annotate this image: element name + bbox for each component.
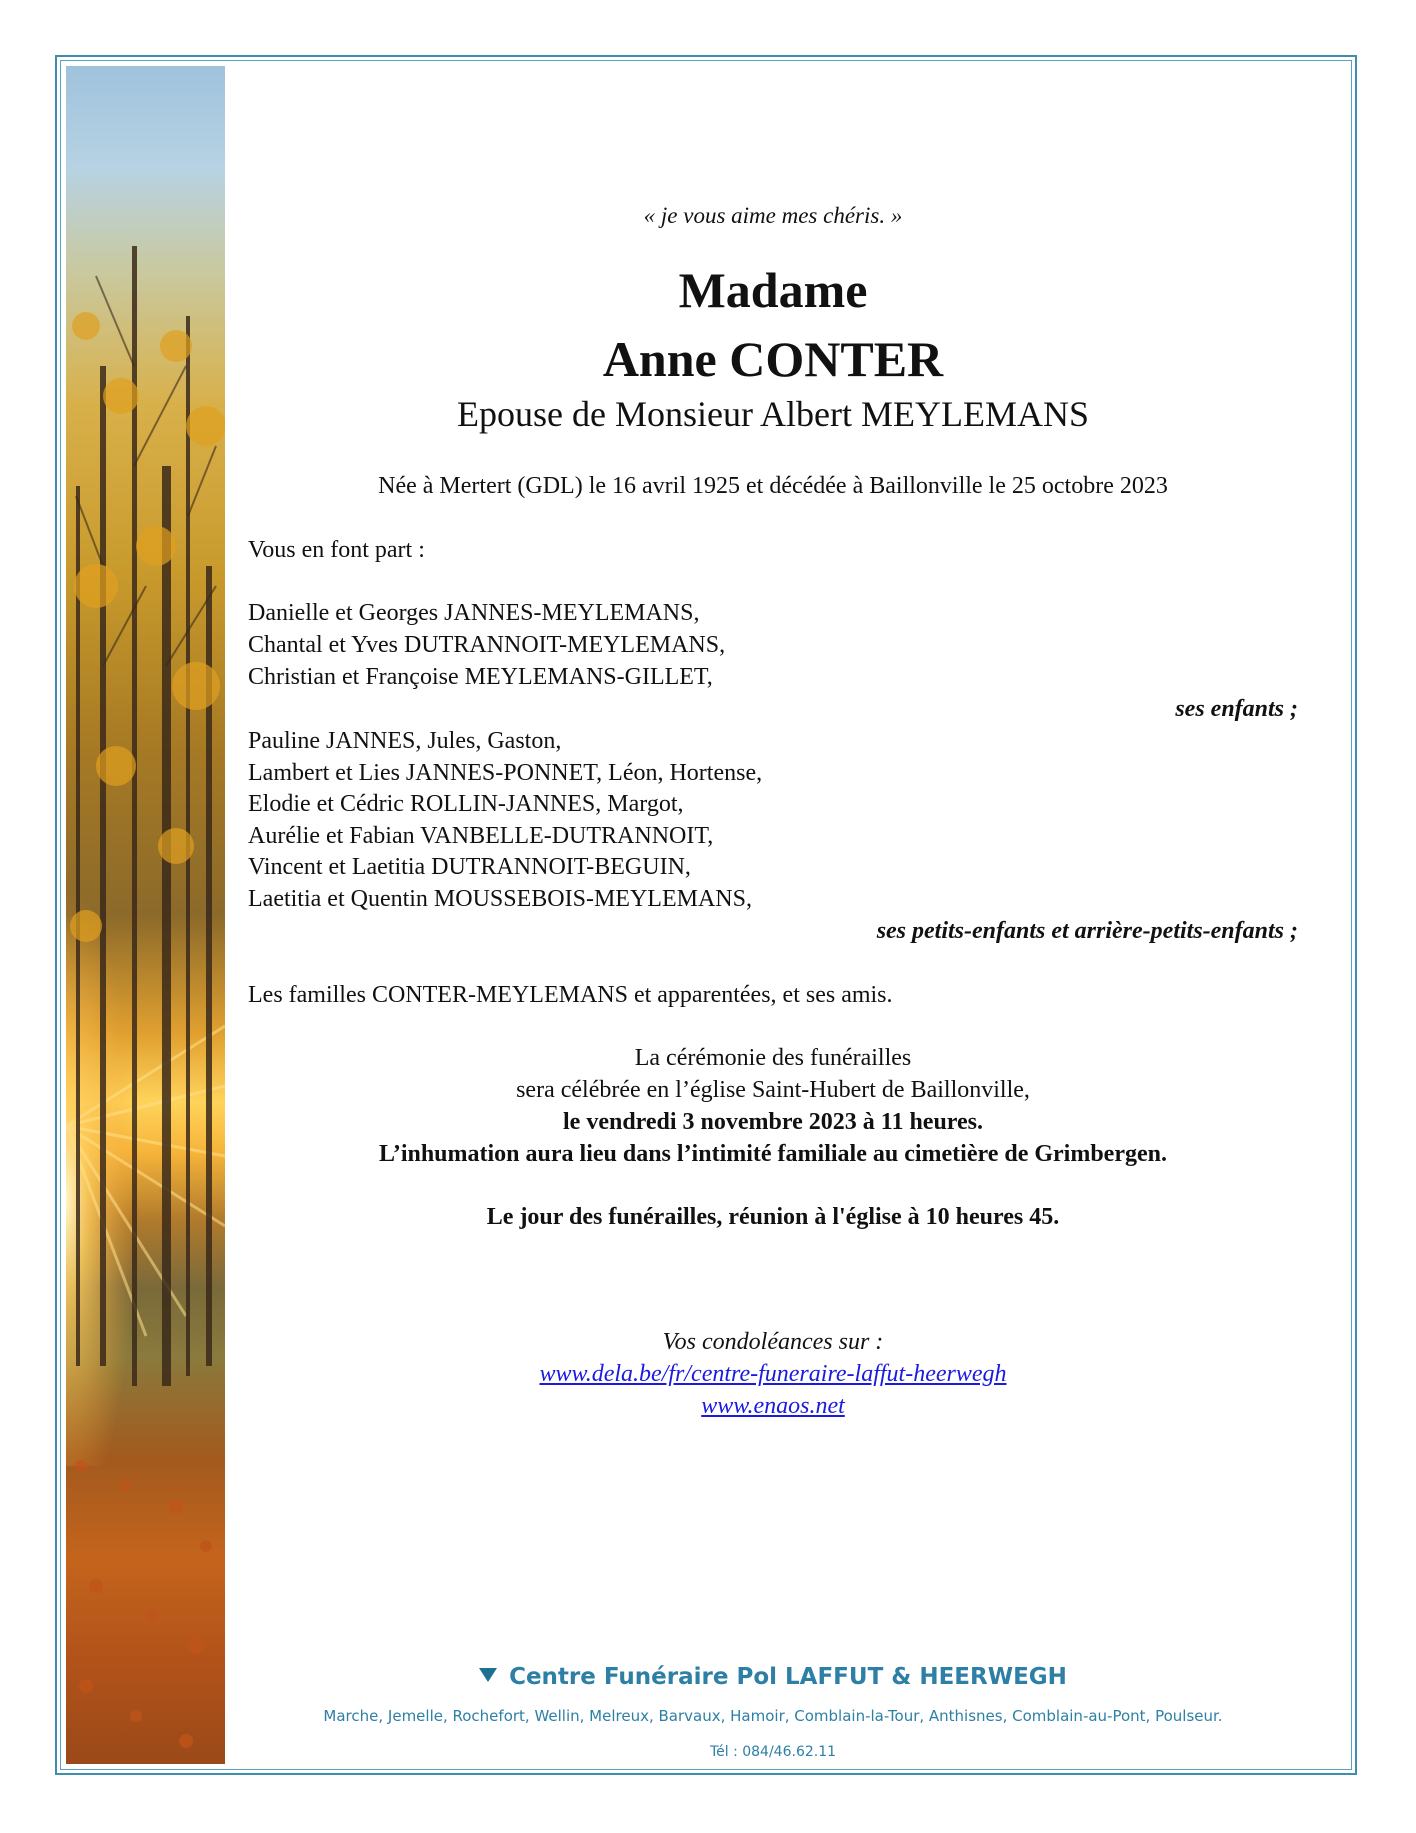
burial-line: L’inhumation aura lieu dans l’intimité familiale au cimetière de Grimbergen. bbox=[379, 1141, 1167, 1167]
gathering-line: Le jour des funérailles, réunion à l'église à 10 heures 45. bbox=[486, 1204, 1060, 1230]
funeral-home-phone: Tél : 084/46.62.11 bbox=[709, 1744, 837, 1760]
list-item: Vincent et Laetitia DUTRANNOIT-BEGUIN, bbox=[248, 854, 691, 880]
children-label: ses enfants ; bbox=[1175, 696, 1298, 722]
down-triangle-icon bbox=[479, 1668, 497, 1682]
condolences-link-enaos[interactable]: www.enaos.net bbox=[701, 1393, 845, 1419]
spouse-line: Epouse de Monsieur Albert MEYLEMANS bbox=[457, 394, 1089, 434]
notice-content bbox=[248, 0, 1298, 1833]
list-item: Pauline JANNES, Jules, Gaston, bbox=[248, 728, 562, 754]
ceremony-line-2: sera célébrée en l’église Saint-Hubert de Baillonville, bbox=[516, 1077, 1030, 1103]
birth-death-line: Née à Mertert (GDL) le 16 avril 1925 et décédée à Baillonville le 25 octobre 2023 bbox=[378, 473, 1168, 499]
ceremony-date: le vendredi 3 novembre 2023 à 11 heures. bbox=[563, 1109, 983, 1135]
condolences-label: Vos condoléances sur : bbox=[662, 1329, 884, 1355]
list-item: Aurélie et Fabian VANBELLE-DUTRANNOIT, bbox=[248, 823, 714, 849]
ceremony-line-1: La cérémonie des funérailles bbox=[634, 1045, 912, 1071]
funeral-home-towns: Marche, Jemelle, Rochefort, Wellin, Melreux, Barvaux, Hamoir, Comblain-la-Tour, Anthisnes, Comblain-au-Pont, Poulseur. bbox=[323, 1707, 1223, 1725]
deceased-name: Anne CONTER bbox=[602, 331, 944, 387]
funeral-home-name bbox=[248, 1664, 1298, 1690]
list-item: Christian et Françoise MEYLEMANS-GILLET, bbox=[248, 664, 713, 690]
deceased-title: Madame bbox=[678, 262, 868, 318]
funeral-home-label: Centre Funéraire Pol LAFFUT & HEERWEGH bbox=[509, 1664, 1067, 1690]
list-item: Elodie et Cédric ROLLIN-JANNES, Margot, bbox=[248, 791, 684, 817]
families-line: Les familles CONTER-MEYLEMANS et apparentées, et ses amis. bbox=[248, 982, 893, 1008]
list-item: Laetitia et Quentin MOUSSEBOIS-MEYLEMANS, bbox=[248, 886, 752, 912]
list-item: Danielle et Georges JANNES-MEYLEMANS, bbox=[248, 600, 700, 626]
intro-line: Vous en font part : bbox=[248, 537, 425, 563]
list-item: Lambert et Lies JANNES-PONNET, Léon, Hortense, bbox=[248, 760, 763, 786]
condolences-link-dela[interactable]: www.dela.be/fr/centre-funeraire-laffut-heerwegh bbox=[539, 1361, 1007, 1387]
list-item: Chantal et Yves DUTRANNOIT-MEYLEMANS, bbox=[248, 632, 726, 658]
autumn-forest-image bbox=[66, 66, 225, 1764]
grandchildren-label: ses petits-enfants et arrière-petits-enfants ; bbox=[876, 918, 1298, 944]
motto-quote: « je vous aime mes chéris. » bbox=[643, 203, 903, 228]
